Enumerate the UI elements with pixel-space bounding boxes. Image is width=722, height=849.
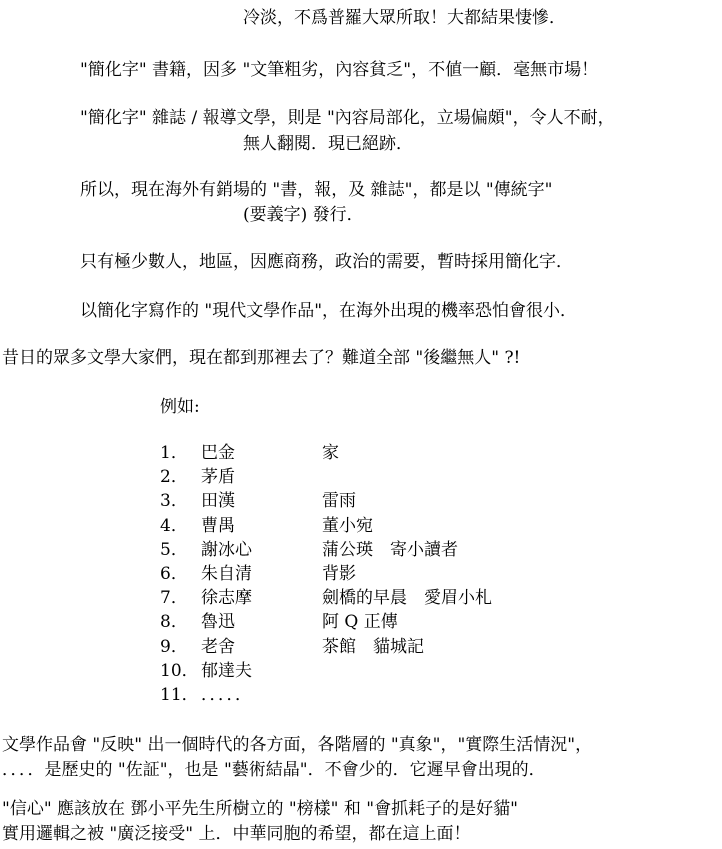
- paragraph-1: 冷淡，不爲普羅大眾所取！大都結果悽慘．: [243, 8, 566, 28]
- author-name: 田漢: [201, 491, 235, 511]
- author-works: 家: [322, 443, 339, 463]
- example-label: 例如:: [160, 397, 200, 417]
- paragraph-8-line-2: ．．．．是歷史的 "佐証"，也是 "藝術結晶"．不會少的．它遲早會出現的．: [2, 760, 546, 780]
- author-name: 曹禺: [201, 516, 235, 536]
- paragraph-7: 昔日的眾多文學大家們，現在都到那裡去了？難道全部 "後繼無人" ?!: [2, 348, 521, 368]
- author-name: 茅盾: [201, 467, 235, 487]
- paragraph-2: "簡化字" 書籍，因多 "文筆粗劣，內容貧乏"，不値一顧．毫無市場！: [80, 60, 599, 80]
- author-number: 9．: [160, 637, 188, 657]
- author-number: 1．: [160, 443, 188, 463]
- author-name: ．．．．．: [201, 685, 252, 705]
- author-number: 2．: [160, 467, 188, 487]
- author-works: 劍橋的早晨 愛眉小札: [322, 588, 492, 608]
- author-number: 6．: [160, 564, 188, 584]
- author-number: 8．: [160, 612, 188, 632]
- paragraph-6: 以簡化字寫作的 "現代文學作品"，在海外出現的機率恐怕會很小．: [80, 301, 578, 321]
- paragraph-4-line-1: 所以，現在海外有銷場的 "書，報，及 雜誌"，都是以 "傳統字": [80, 180, 553, 200]
- paragraph-3-line-1: "簡化字" 雜誌 / 報導文學，則是 "內容局部化，立場偏頗"，令人不耐，: [80, 108, 615, 128]
- author-name: 魯迅: [201, 612, 235, 632]
- author-name: 老舍: [201, 637, 235, 657]
- author-works: 茶館 貓城記: [322, 637, 424, 657]
- paragraph-5: 只有極少數人，地區，因應商務，政治的需要，暫時採用簡化字．: [80, 252, 573, 272]
- paragraph-9-line-1: "信心" 應該放在 鄧小平先生所樹立的 "榜樣" 和 "會抓耗子的是好貓": [2, 799, 518, 819]
- author-works: 蒲公瑛 寄小讀者: [322, 540, 458, 560]
- author-number: 3．: [160, 491, 188, 511]
- author-number: 10．: [160, 661, 199, 681]
- author-works: 阿 Q 正傳: [322, 612, 398, 632]
- author-name: 巴金: [201, 443, 235, 463]
- author-number: 7．: [160, 588, 188, 608]
- author-works: 董小宛: [322, 516, 373, 536]
- author-name: 郁達夫: [201, 661, 252, 681]
- author-name: 朱自清: [201, 564, 252, 584]
- paragraph-8-line-1: 文學作品會 "反映" 出一個時代的各方面，各階層的 "真象"，"實際生活情況"，: [2, 735, 593, 755]
- author-number: 5．: [160, 540, 188, 560]
- paragraph-4-line-2: (要義字) 發行．: [243, 205, 364, 225]
- author-number: 11．: [160, 685, 199, 705]
- author-number: 4．: [160, 516, 188, 536]
- author-name: 徐志摩: [201, 588, 252, 608]
- author-works: 背影: [322, 564, 356, 584]
- author-works: 雷雨: [322, 491, 356, 511]
- paragraph-9-line-2: 實用邏輯之被 "廣泛接受" 上．中華同胞的希望，都在這上面！: [2, 824, 471, 844]
- paragraph-3-line-2: 無人翻閱．現已絕跡．: [243, 134, 413, 154]
- author-name: 謝冰心: [201, 540, 252, 560]
